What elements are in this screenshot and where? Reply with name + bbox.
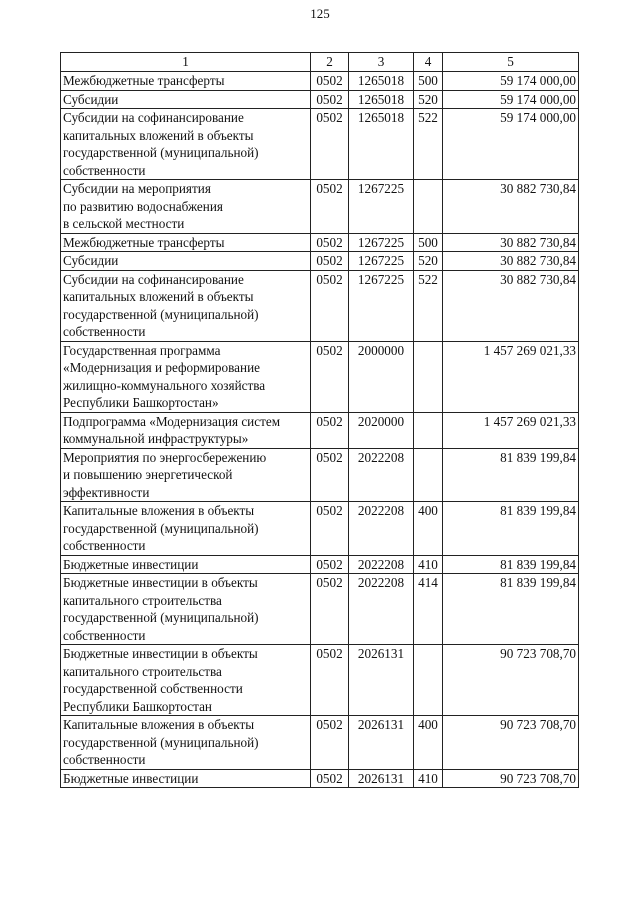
- row-type: [414, 448, 443, 502]
- row-type: 400: [414, 716, 443, 770]
- row-section: 0502: [311, 109, 349, 180]
- row-name: [61, 109, 311, 180]
- row-name-line: Субсидии на софинансирование: [63, 271, 244, 287]
- row-name-line: Бюджетные инвестиции: [63, 556, 199, 572]
- table-row: [61, 270, 579, 341]
- header-col-4: 4: [414, 53, 443, 72]
- row-amount: 90 723 708,70: [443, 769, 579, 788]
- row-code: 2026131: [349, 645, 414, 716]
- header-col-3: 3: [349, 53, 414, 72]
- row-name-line: Капитальные вложения в объекты: [63, 717, 255, 732]
- row-code: 2022208: [349, 502, 414, 556]
- row-amount: 59 174 000,00: [443, 90, 579, 109]
- row-section: 0502: [311, 341, 349, 412]
- table-row: [61, 252, 579, 271]
- row-name: [61, 233, 311, 252]
- row-section: 0502: [311, 574, 349, 645]
- row-section: 0502: [311, 412, 349, 448]
- row-section: 0502: [311, 252, 349, 271]
- row-name-line: государственной (муниципальной): [63, 306, 259, 322]
- table-row: [61, 574, 579, 645]
- row-name: [61, 769, 311, 788]
- table-row: [61, 555, 579, 574]
- row-name-line: капитального строительства: [63, 663, 222, 679]
- row-type: 522: [414, 109, 443, 180]
- table-row: [61, 180, 579, 234]
- row-type: [414, 180, 443, 234]
- table-row: [61, 109, 579, 180]
- table-row: [61, 448, 579, 502]
- row-name-line: коммунальной инфраструктуры»: [63, 431, 249, 446]
- row-amount: 30 882 730,84: [443, 180, 579, 234]
- row-name: [61, 574, 311, 645]
- row-type: 520: [414, 252, 443, 271]
- table-body: [61, 72, 579, 788]
- row-amount: 90 723 708,70: [443, 645, 579, 716]
- row-name-line: «Модернизация и реформирование: [63, 360, 260, 375]
- table-row: [61, 645, 579, 716]
- row-name-line: Бюджетные инвестиции в объекты: [63, 646, 258, 661]
- row-code: 2026131: [349, 769, 414, 788]
- row-name: [61, 716, 311, 770]
- row-name-line: собственности: [63, 627, 146, 643]
- row-name-line: собственности: [63, 752, 146, 767]
- table-row: [61, 72, 579, 91]
- row-name-line: и повышению энергетической: [63, 467, 233, 482]
- row-section: 0502: [311, 448, 349, 502]
- row-code: 1265018: [349, 90, 414, 109]
- row-amount: 81 839 199,84: [443, 555, 579, 574]
- table-row: [61, 769, 579, 788]
- header-col-5: 5: [443, 53, 579, 72]
- table-row: [61, 341, 579, 412]
- row-name-line: Субсидии на софинансирование: [63, 110, 244, 125]
- row-type: 400: [414, 502, 443, 556]
- row-name-line: государственной (муниципальной): [63, 145, 259, 160]
- page-number: 125: [310, 6, 330, 21]
- row-code: 2022208: [349, 555, 414, 574]
- row-name-line: Государственная программа: [63, 342, 221, 358]
- header-col-1: 1: [61, 53, 311, 72]
- row-section: 0502: [311, 645, 349, 716]
- row-name-line: по развитию водоснабжения: [63, 198, 223, 214]
- row-name: [61, 555, 311, 574]
- row-type: 414: [414, 574, 443, 645]
- row-code: 1267225: [349, 270, 414, 341]
- row-amount: 30 882 730,84: [443, 252, 579, 271]
- row-name-line: Капитальные вложения в объекты: [63, 503, 255, 518]
- row-section: 0502: [311, 233, 349, 252]
- row-amount: 1 457 269 021,33: [443, 412, 579, 448]
- row-name: [61, 270, 311, 341]
- row-name-line: государственной (муниципальной): [63, 520, 259, 536]
- table-row: [61, 233, 579, 252]
- row-name-line: Субсидии на мероприятия: [63, 181, 211, 196]
- row-type: 410: [414, 769, 443, 788]
- row-name-line: Мероприятия по энергосбережению: [63, 449, 267, 465]
- row-amount: 59 174 000,00: [443, 72, 579, 91]
- row-type: [414, 341, 443, 412]
- row-amount: 59 174 000,00: [443, 109, 579, 180]
- row-section: 0502: [311, 270, 349, 341]
- row-section: 0502: [311, 769, 349, 788]
- row-name-line: Республики Башкортостан: [63, 698, 212, 714]
- table-row: [61, 502, 579, 556]
- row-code: 1265018: [349, 109, 414, 180]
- row-name: [61, 90, 311, 109]
- table-row: [61, 90, 579, 109]
- row-name: [61, 252, 311, 271]
- row-name-line: капитального строительства: [63, 592, 222, 608]
- row-code: 2022208: [349, 448, 414, 502]
- row-type: 522: [414, 270, 443, 341]
- table-row: [61, 716, 579, 770]
- row-name-line: Субсидии: [63, 91, 119, 107]
- header-col-2: 2: [311, 53, 349, 72]
- row-name: [61, 341, 311, 412]
- row-name-line: собственности: [63, 324, 146, 339]
- row-section: 0502: [311, 72, 349, 91]
- row-section: 0502: [311, 90, 349, 109]
- row-name: [61, 448, 311, 502]
- row-code: 1267225: [349, 180, 414, 234]
- row-section: 0502: [311, 716, 349, 770]
- row-name-line: Межбюджетные трансферты: [63, 73, 225, 88]
- row-name-line: капитальных вложений в объекты: [63, 289, 254, 304]
- row-name-line: государственной собственности: [63, 681, 243, 696]
- row-section: 0502: [311, 555, 349, 574]
- row-code: 2026131: [349, 716, 414, 770]
- row-name-line: собственности: [63, 162, 146, 178]
- row-code: 1265018: [349, 72, 414, 91]
- row-name-line: государственной (муниципальной): [63, 734, 259, 750]
- row-type: [414, 412, 443, 448]
- row-name-line: Подпрограмма «Модернизация систем: [63, 413, 281, 429]
- row-name: [61, 412, 311, 448]
- row-name-line: Субсидии: [63, 253, 119, 268]
- row-name: [61, 72, 311, 91]
- row-name-line: капитальных вложений в объекты: [63, 127, 254, 143]
- row-amount: 81 839 199,84: [443, 574, 579, 645]
- row-name-line: Бюджетные инвестиции в объекты: [63, 575, 258, 590]
- row-code: 1267225: [349, 233, 414, 252]
- row-type: 410: [414, 555, 443, 574]
- budget-table: [60, 52, 579, 788]
- row-name-line: в сельской местности: [63, 216, 185, 231]
- row-name-line: собственности: [63, 538, 146, 553]
- row-code: 1267225: [349, 252, 414, 271]
- row-amount: 30 882 730,84: [443, 270, 579, 341]
- header-row: [61, 53, 579, 72]
- row-amount: 30 882 730,84: [443, 233, 579, 252]
- row-name: [61, 180, 311, 234]
- row-name: [61, 502, 311, 556]
- row-name-line: Бюджетные инвестиции: [63, 770, 199, 786]
- row-section: 0502: [311, 180, 349, 234]
- row-name-line: жилищно-коммунального хозяйства: [63, 377, 266, 393]
- row-type: 500: [414, 233, 443, 252]
- table-row: [61, 412, 579, 448]
- row-type: [414, 645, 443, 716]
- row-code: 2000000: [349, 341, 414, 412]
- row-name-line: Республики Башкортостан»: [63, 395, 219, 410]
- row-code: 2022208: [349, 574, 414, 645]
- row-amount: 81 839 199,84: [443, 448, 579, 502]
- row-amount: 90 723 708,70: [443, 716, 579, 770]
- row-amount: 1 457 269 021,33: [443, 341, 579, 412]
- row-name-line: эффективности: [63, 484, 150, 500]
- row-type: 500: [414, 72, 443, 91]
- row-type: 520: [414, 90, 443, 109]
- row-section: 0502: [311, 502, 349, 556]
- row-amount: 81 839 199,84: [443, 502, 579, 556]
- row-name-line: Межбюджетные трансферты: [63, 234, 225, 250]
- row-name: [61, 645, 311, 716]
- row-name-line: государственной (муниципальной): [63, 610, 259, 625]
- row-code: 2020000: [349, 412, 414, 448]
